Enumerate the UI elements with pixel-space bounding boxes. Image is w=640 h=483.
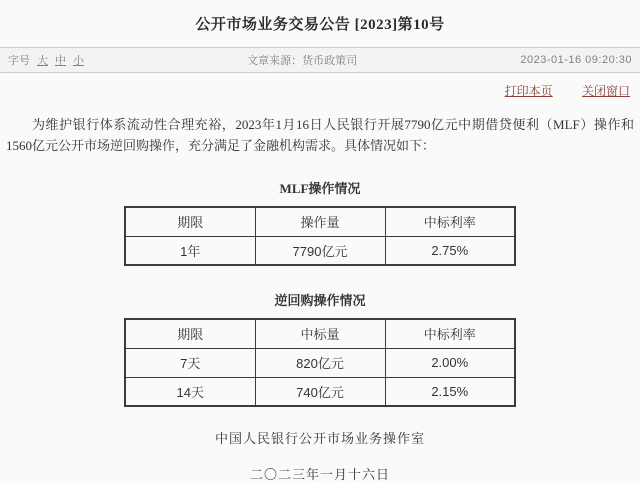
article-source-label: 文章来源： [247, 55, 303, 67]
meta-bar [0, 47, 640, 73]
font-size-label: 字号 [8, 55, 30, 67]
table-header-cell: 操作量 [255, 207, 385, 236]
table-header-cell: 中标量 [255, 319, 385, 348]
font-size-large[interactable]: 大 [37, 55, 48, 67]
article-source [84, 52, 520, 68]
close-window-link[interactable]: 关闭窗口 [581, 84, 630, 98]
table-header-cell: 中标利率 [385, 207, 515, 236]
page-title: 公开市场业务交易公告 [2023]第10号 [195, 17, 445, 33]
publish-timestamp: 2023-01-16 09:20:30 [520, 54, 632, 66]
font-size-small[interactable]: 小 [73, 55, 84, 67]
mlf-table-title: MLF操作情况 [279, 181, 361, 196]
font-size-medium[interactable]: 中 [55, 55, 66, 67]
table-cell: 2.15% [385, 377, 515, 406]
mlf-operations-table [124, 206, 516, 266]
table-cell: 2.75% [385, 236, 515, 265]
table-cell: 7天 [125, 348, 255, 377]
table-cell: 2.00% [385, 348, 515, 377]
reverse-repo-table [124, 318, 516, 407]
print-page-link[interactable]: 打印本页 [504, 84, 553, 98]
table-header-row [125, 319, 515, 348]
table-header-cell: 期限 [125, 207, 255, 236]
signature-date: 二〇二三年一月十六日 [249, 467, 390, 482]
table-header-cell: 中标利率 [385, 319, 515, 348]
article-source-value: 货币政策司 [302, 55, 358, 67]
table-row [125, 348, 515, 377]
table-header-cell: 期限 [125, 319, 255, 348]
repo-table-title: 逆回购操作情况 [274, 293, 366, 308]
table-cell: 7790亿元 [255, 236, 385, 265]
table-header-row [125, 207, 515, 236]
font-size-control [8, 52, 84, 68]
announcement-body: 为维护银行体系流动性合理充裕，2023年1月16日人民银行开展7790亿元中期借贷便利（MLF）操作和1560亿元公开市场逆回购操作，充分满足了金融机构需求。具体情况如下： [6, 117, 634, 153]
signature-org: 中国人民银行公开市场业务操作室 [214, 431, 425, 446]
table-cell: 820亿元 [255, 348, 385, 377]
table-cell: 740亿元 [255, 377, 385, 406]
table-row [125, 236, 515, 265]
action-links [0, 73, 640, 99]
table-cell: 14天 [125, 377, 255, 406]
table-row [125, 377, 515, 406]
table-cell: 1年 [125, 236, 255, 265]
